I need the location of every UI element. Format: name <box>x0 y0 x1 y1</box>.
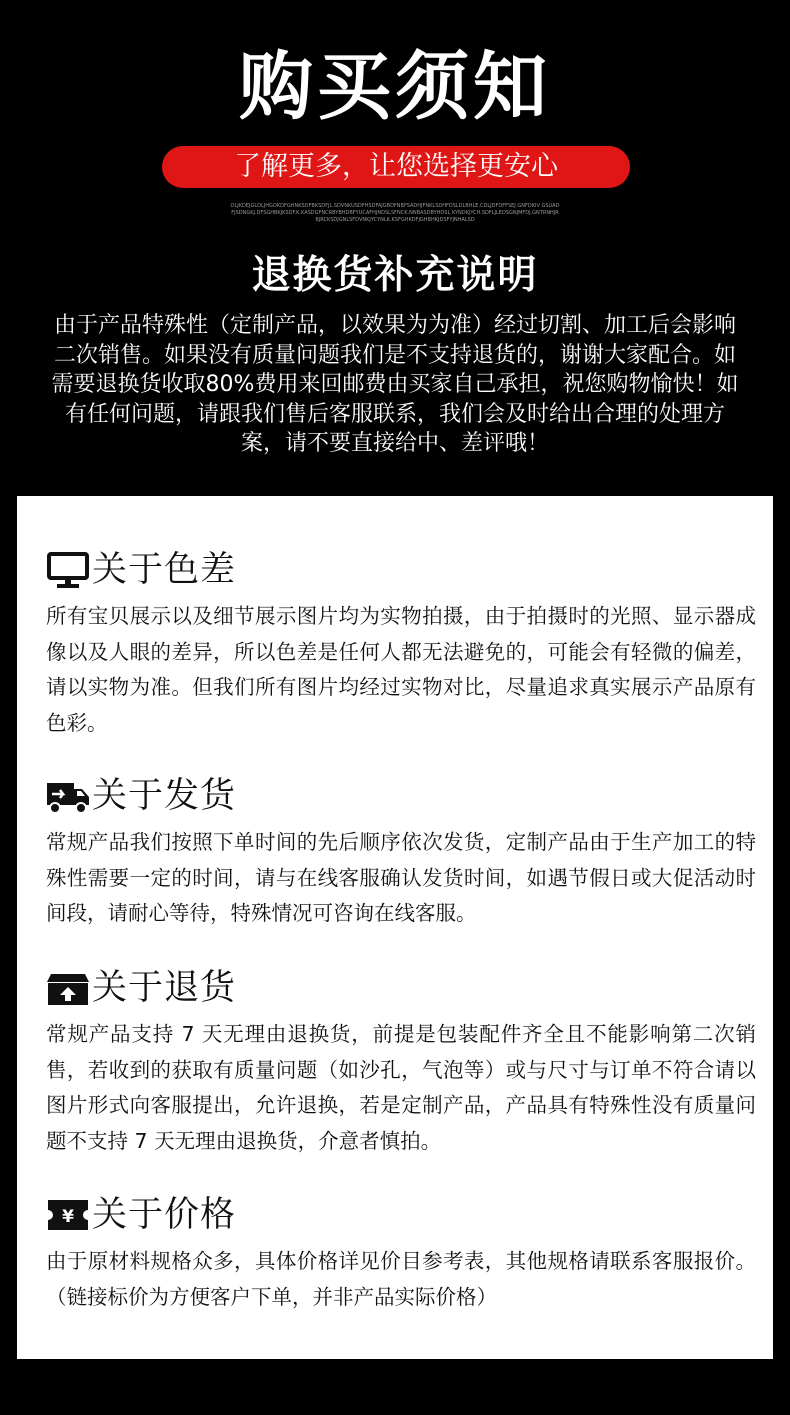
fine-print: OLJKDEJGLDLJHGOKDFGHNKSDFBKSDFJL.SDVNKUSDFHSDFAJGBDFNBFSADHJFNKLSDHFDSLDLBHLE.CDLJDFOFFSEJ.GNFDKIV GSUADFJSDNGKJ.DFSGHBKJKSDF.K.KASDGFNCRBYBHDBFYUCAFHJNDSLSFNCK.NNBASDBYHDSL KYNDKJYCH.SDFLJLEDSGNJMFDJ.GNTRNHJRBJRCKSDJGNLSFDVNKJYCYNLK.KSFGHKDFJGHBHKJDSFYJNHALSD <box>230 203 560 223</box>
section-header <box>46 771 756 821</box>
delivery-truck-icon <box>46 776 90 816</box>
section-title: 关于价格 <box>92 1195 237 1235</box>
svg-text:¥: ¥ <box>62 1207 74 1227</box>
section-text: 常规产品我们按照下单时间的先后顺序依次发货，定制产品由于生产加工的特殊性需要一定的时间，请与在线客服确认发货时间，如遇节假日或大促活动时间段，请耐心等待，特殊情况可咨询在线客服。 <box>46 830 756 925</box>
section-color-difference <box>46 545 756 741</box>
returns-heading: 退换货补充说明 <box>251 253 539 298</box>
section-text: 由于原材料规格众多，具体价格详见价目参考表，其他规格请联系客服报价。（链接标价为方便客户下单，并非产品实际价格） <box>46 1249 756 1309</box>
monitor-icon <box>46 550 90 590</box>
info-card <box>17 496 773 1359</box>
page-title: 购买须知 <box>239 44 551 130</box>
tagline-banner: 了解更多，让您选择更安心 <box>162 146 630 188</box>
section-title: 关于发货 <box>92 776 237 816</box>
section-price <box>46 1190 756 1315</box>
section-header <box>46 545 756 595</box>
section-header <box>46 1190 756 1240</box>
section-text: 所有宝贝展示以及细节展示图片均为实物拍摄，由于拍摄时的光照、显示器成像以及人眼的差异，所以色差是任何人都无法避免的，可能会有轻微的偏差，请以实物为准。但我们所有图片均经过实物对比，尽量追求真实展示产品原有色彩。 <box>46 604 756 735</box>
section-title: 关于色差 <box>92 550 237 590</box>
section-returns <box>46 963 756 1159</box>
price-ticket-icon <box>46 1195 90 1235</box>
section-shipping <box>46 771 756 932</box>
section-title: 关于退货 <box>92 968 237 1008</box>
section-text: 常规产品支持 7 天无理由退换货，前提是包装配件齐全且不能影响第二次销售，若收到的获取有质量问题（如沙孔，气泡等）或与尺寸与订单不符合请以图片形式向客服提出，允许退换，若是定制产品，产品具有特殊性没有质量问题不支持 7 天无理由退换货，介意者慎拍。 <box>46 1022 756 1153</box>
section-header <box>46 963 756 1013</box>
return-box-icon <box>46 968 90 1008</box>
returns-text: 由于产品特殊性（定制产品，以效果为为准）经过切割、加工后会影响二次销售。如果没有质量问题我们是不支持退货的，谢谢大家配合。如需要退换货收取80%费用来回邮费由买家自己承担，祝您购物愉快！如有任何问题，请跟我们售后客服联系，我们会及时给出合理的处理方案，请不要直接给中、差评哦！ <box>51 313 739 457</box>
